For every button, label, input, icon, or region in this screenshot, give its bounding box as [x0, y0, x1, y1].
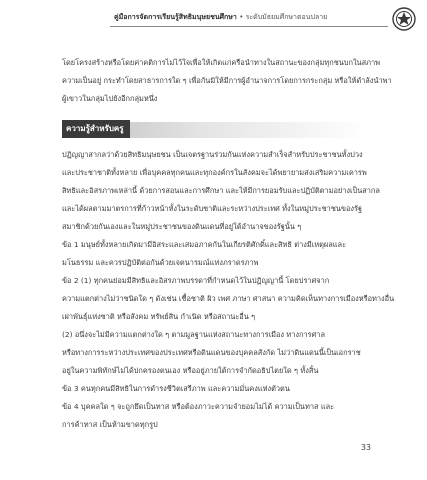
text-line: ผู้เขาวในกลุ่มไปยังอีกกลุ่มหนึ่ง — [62, 94, 158, 103]
text-line: ข้อ 4 บุคคลใด ๆ จะถูกยึดเป็นทาส หรือต้องภาวะความจำยอมไม่ได้ ความเป็นทาส และ — [62, 402, 335, 411]
text-line: โดยโครงสร้างหรือโดยค่าคติการไม่ไว้ใจเพื่อให้เกิดแก่ครือนำทางในสถานะของกลุ่มทุกชนบกในสภาพ — [62, 58, 381, 67]
text-line: สิทธิและอิสรภาพเหล่านี้ ด้วยการสอนและการศึกษา และให้มีการยอมรับและปฏิบัติตามอย่างเป็นสากล — [62, 186, 380, 195]
header-title-main: คู่มือการจัดการเรียนรู้สิทธิมนุษยชนศึกษา — [114, 13, 237, 21]
text-line: การค้าทาส เป็นห้ามขาดทุกรูป — [62, 420, 158, 429]
text-line: ข้อ 1 มนุษย์ทั้งหลายเกิดมามีอิสระและเสมอภาคกันในเกียรติศักดิ์และสิทธิ ต่างมีเหตุผลและ — [62, 240, 347, 249]
text-line: ความแตกต่างไม่ว่าชนิดใด ๆ ดังเช่น เชื้อชาติ ผิว เพศ ภาษา ศาสนา ความคิดเห็นทางการเมืองหรือทางอื่น — [62, 294, 395, 303]
text-line: สมาชิกด้วยกันเองและในหมู่ประชาชนของดินแดนที่อยู่ใต้อำนาจของรัฐนั้น ๆ — [62, 222, 302, 231]
organization-logo-icon — [392, 7, 416, 31]
text-line: และประชาชาติทั้งหลาย เพื่อบุคคลทุกคนและทุกองค์กรในสังคมจะได้พยายามส่งเสริมความเคารพ — [62, 168, 367, 177]
text-line: (2) อนึ่งจะไม่มีความแตกต่างใด ๆ ตามมูลฐานแห่งสถานะทางการเมือง ทางการศาล — [62, 330, 325, 339]
text-line: ความเป็นอยู่ กระทำโดยสาธารการใด ๆ เพื่อกันมิให้มีการผู้อำนาจการโดยการกระกลุ่ม หรือให้ดำลังนำพา — [62, 76, 392, 85]
text-line: มโนธรรม และควรปฏิบัติต่อกันด้วยเจตนารมณ์แห่งภราดรภาพ — [62, 258, 259, 267]
text-line: ข้อ 3 คนทุกคนมีสิทธิในการดำรงชีวิตเสรีภาพ และความมั่นคงแห่งตัวตน — [62, 384, 290, 393]
header-divider — [110, 26, 388, 27]
text-line: ปฏิญญาสากลว่าด้วยสิทธิมนุษยชน เป็นเจตรฐานร่วมกันแห่งความสำเร็จสำหรับประชาชนทั้งปวง — [62, 150, 363, 159]
text-line: ข้อ 2 (1) ทุกคนย่อมมีสิทธิและอิสรภาพบรรดาที่กำหนดไว้ในปฏิญญานี้ โดยปราศจาก — [62, 276, 330, 285]
text-line: และได้ผลตามมาตรการที่ก้าวหน้าทั้งในระดับชาติและระหว่างประเทศ ทั้งในหมู่ประชาชนของรัฐ — [62, 204, 363, 213]
text-line: หรือทางการระหว่างประเทศของประเทศหรือดินแดนของบุคคลสังกัด ไม่ว่าดินแดนนี้เป็นเอกราช — [62, 348, 361, 357]
text-line: อยู่ในความพิทักษ์ไม่ได้ปกครองตนเอง หรืออยู่ภายใต้การจำกัดอธิปไตยใด ๆ ทั้งสิ้น — [62, 366, 319, 375]
text-line: เผ่าพันธุ์แห่งชาติ หรือสังคม ทรัพย์สิน กำเนิด หรือสถานะอื่น ๆ — [62, 312, 256, 321]
body-paragraphs — [62, 146, 394, 434]
header-title — [114, 12, 327, 23]
section-heading: ความรู้สำหรับครู — [62, 120, 130, 138]
page-number: 33 — [360, 443, 371, 452]
intro-paragraph — [62, 54, 392, 108]
header-title-sub: • ระดับมัธยมศึกษาตอนปลาย — [239, 13, 328, 21]
page-header — [110, 4, 424, 34]
